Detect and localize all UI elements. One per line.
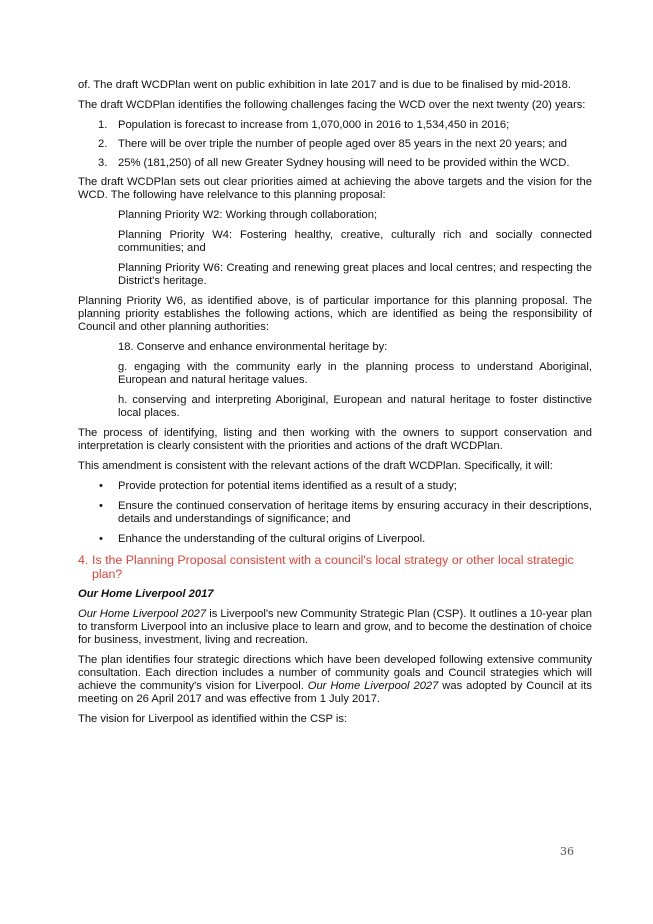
list-text: Enhance the understanding of the cultural origins of Liverpool. bbox=[118, 533, 426, 545]
amendment-intro: This amendment is consistent with the relevant actions of the draft WCDPlan. Specifically, it will: bbox=[78, 460, 553, 472]
paragraph-text: was adopted by Council at its meeting on 26 April 2017 and was effective from 1 July 2017. bbox=[78, 680, 592, 705]
action-g: g. engaging with the community early in the planning process to understand Aboriginal, European and natural heritage values. bbox=[118, 361, 592, 386]
list-item bbox=[78, 157, 592, 170]
list-text: 25% (181,250) of all new Greater Sydney housing will need to be provided within the WCD. bbox=[118, 157, 570, 169]
action-h: h. conserving and interpreting Aboriginal, European and natural heritage to foster distinctive local places. bbox=[118, 394, 592, 419]
section-subheading: Our Home Liverpool 2017 bbox=[78, 588, 214, 600]
plan-paragraph bbox=[78, 654, 592, 706]
amendment-bullets bbox=[78, 480, 592, 546]
bullet-icon: • bbox=[99, 500, 103, 512]
list-item bbox=[78, 119, 592, 132]
vision-paragraph: The vision for Liverpool as identified within the CSP is: bbox=[78, 713, 348, 725]
csp-paragraph bbox=[78, 608, 592, 647]
page-number: 36 bbox=[560, 845, 574, 858]
priorities-intro: The draft WCDPlan sets out clear priorities aimed at achieving the above targets and the vision for the WCD. The following have relelvance to this planning proposal: bbox=[78, 176, 592, 201]
plan-title: Our Home Liverpool 2027 bbox=[78, 608, 207, 620]
process-paragraph: The process of identifying, listing and then working with the owners to support conservation and interpretation is clearly consistent with the priorities and actions of the draft WCDPlan. bbox=[78, 427, 592, 452]
bullet-icon: • bbox=[99, 480, 103, 492]
intro-paragraph: of. The draft WCDPlan went on public exhibition in late 2017 and is due to be finalised by mid-2018. bbox=[78, 79, 571, 91]
bullet-icon: • bbox=[99, 533, 103, 545]
list-number: 1. bbox=[98, 119, 108, 131]
action-18: 18. Conserve and enhance environmental heritage by: bbox=[118, 341, 388, 353]
challenges-intro: The draft WCDPlan identifies the following challenges facing the WCD over the next twenty (20) years: bbox=[78, 99, 586, 111]
priority-w6: Planning Priority W6: Creating and renewing great places and local centres; and respecting the District's heritage. bbox=[118, 262, 592, 287]
question-heading bbox=[78, 553, 592, 581]
question-number: 4. bbox=[78, 553, 89, 567]
list-item bbox=[78, 533, 592, 546]
list-item bbox=[78, 500, 592, 526]
list-text: Provide protection for potential items identified as a result of a study; bbox=[118, 480, 457, 492]
document-page bbox=[78, 79, 592, 733]
w6-paragraph: Planning Priority W6, as identified above, is of particular importance for this planning proposal. The planning priority establishes the following actions, which are identified as being the responsibility of Council and other planning authorities: bbox=[78, 295, 592, 333]
list-item bbox=[78, 138, 592, 151]
list-item bbox=[78, 480, 592, 493]
question-text: Is the Planning Proposal consistent with a council's local strategy or other local strategic plan? bbox=[92, 553, 574, 581]
list-text: There will be over triple the number of people aged over 85 years in the next 20 years; and bbox=[118, 138, 568, 150]
priority-w4: Planning Priority W4: Fostering healthy, creative, culturally rich and socially connected communities; and bbox=[118, 229, 592, 254]
challenges-list bbox=[78, 119, 592, 170]
list-text: Ensure the continued conservation of heritage items by ensuring accuracy in their descriptions, details and understandings of significance; and bbox=[118, 500, 592, 525]
plan-title: Our Home Liverpool 2027 bbox=[307, 680, 439, 692]
list-number: 2. bbox=[98, 138, 108, 150]
priority-w2: Planning Priority W2: Working through collaboration; bbox=[118, 209, 378, 221]
paragraph-text: is Liverpool's new Community Strategic Plan (CSP). It outlines a 10-year plan to transform Liverpool into an inclusive place to learn and grow, and to become the destination of choice for business, investment, living and recreation. bbox=[78, 608, 592, 646]
list-text: Population is forecast to increase from 1,070,000 in 2016 to 1,534,450 in 2016; bbox=[118, 119, 510, 131]
paragraph-text: The plan identifies four strategic directions which have been developed following extensive community consultation. Each direction includes a number of community goals and Council strategies which will achieve the community's vision for Liverpool. bbox=[78, 654, 592, 692]
list-number: 3. bbox=[98, 157, 108, 169]
